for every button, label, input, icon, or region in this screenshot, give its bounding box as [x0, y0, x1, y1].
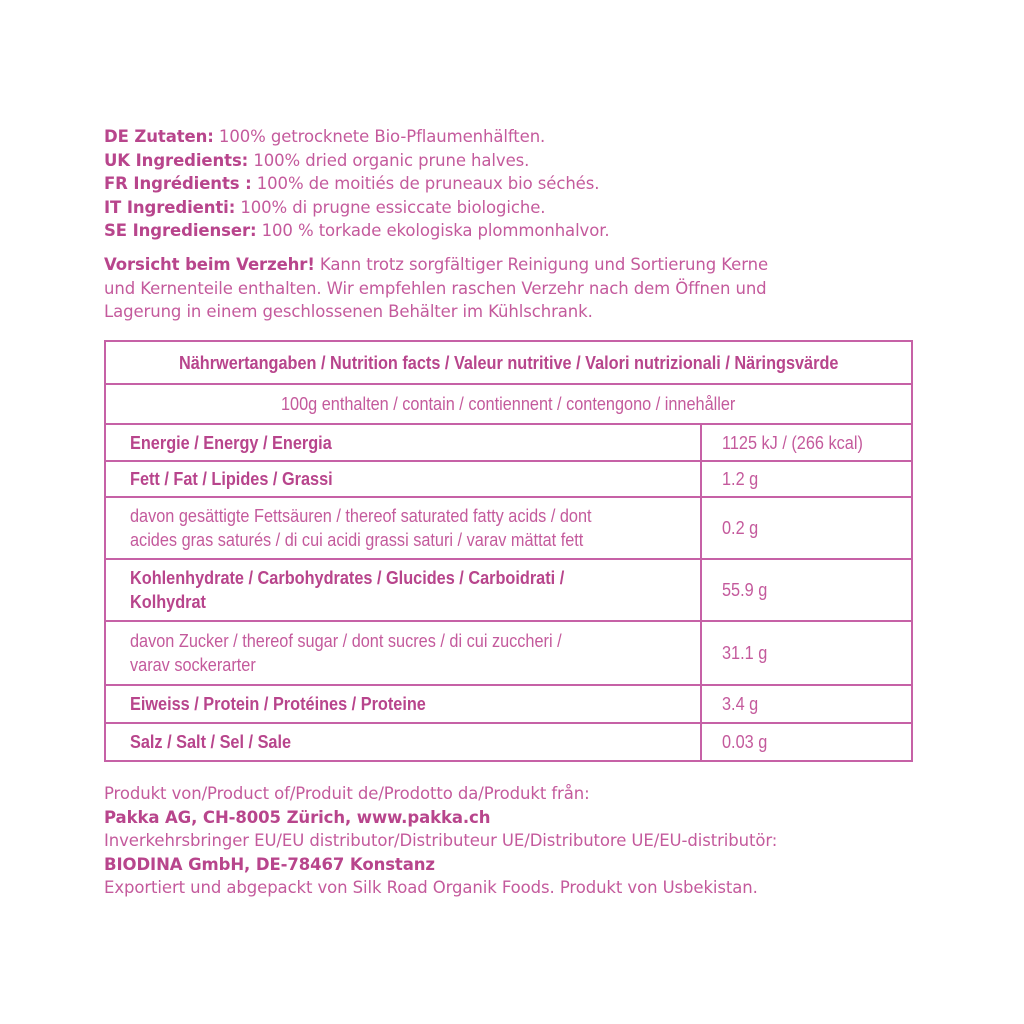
table-row-salt: Salz / Salt / Sel / Sale 0.03 g — [106, 724, 911, 760]
table-row-carbohydrates: Kohlenhydrate / Carbohydrates / Glucides / Carboidrati / Kolhydrat 55.9 g — [106, 560, 911, 622]
product-of-label: Produkt von/Product of/Produit de/Prodotto da/Produkt från: — [104, 784, 590, 803]
table-row-saturated: davon gesättigte Fettsäuren / thereof saturated fatty acids / dont acides gras saturés / di cui acidi grassi saturi / varav mättat fett 0.2 g — [106, 498, 911, 560]
warning-line: Vorsicht beim Verzehr! Kann trotz sorgfältiger Reinigung und Sortierung Kerne — [104, 255, 769, 274]
nutrition-value: 1.2 g — [722, 468, 759, 489]
table-row-sugar: davon Zucker / thereof sugar / dont sucres / di cui zuccheri / varav sockerarter 31.1 g — [106, 622, 911, 686]
nutrition-table — [104, 340, 913, 762]
table-row-fat: Fett / Fat / Lipides / Grassi 1.2 g — [106, 462, 911, 498]
distributor-label: Inverkehrsbringer EU/EU distributor/Distributeur UE/Distributore UE/EU-distributör: — [104, 831, 778, 850]
warning-line: und Kernenteile enthalten. Wir empfehlen raschen Verzehr nach dem Öffnen und — [104, 278, 767, 298]
nutrition-value: 1125 kJ / (266 kcal) — [722, 431, 863, 453]
warning-line: Lagerung in einem geschlossenen Behälter im Kühlschrank. — [104, 302, 593, 321]
nutrition-value: 0.03 g — [722, 731, 768, 752]
distributor: BIODINA GmbH, DE-78467 Konstanz — [104, 854, 435, 874]
table-row-energy: Energie / Energy / Energia 1125 kJ / (266 kcal) — [106, 425, 911, 462]
nutrition-value: 3.4 g — [722, 693, 759, 714]
nutrition-per-row — [106, 385, 911, 425]
ingredients-se: SE Ingredienser: 100 % torkade ekologiska plommonhalvor. — [104, 221, 610, 240]
footer-section — [104, 782, 777, 900]
nutrition-per: 100g enthalten / contain / contiennent / contengono / innehåller — [281, 393, 736, 414]
nutrition-value: 55.9 g — [722, 579, 768, 600]
warning-section — [104, 253, 768, 324]
nutrition-title-row — [106, 342, 911, 385]
ingredients-section — [104, 125, 610, 243]
nutrition-title: Nährwertangaben / Nutrition facts / Valeur nutritive / Valori nutrizionali / Näringsvärde — [178, 351, 839, 373]
ingredients-it: IT Ingredienti: 100% di prugne essiccate biologiche. — [104, 197, 546, 217]
producer: Pakka AG, CH-8005 Zürich, www.pakka.ch — [104, 807, 491, 827]
nutrition-value: 0.2 g — [722, 517, 759, 538]
export-note: Exportiert und abgepackt von Silk Road Organik Foods. Produkt von Usbekistan. — [104, 878, 758, 897]
nutrition-value: 31.1 g — [722, 642, 768, 663]
ingredients-de: DE Zutaten: 100% getrocknete Bio-Pflaumenhälften. — [104, 127, 546, 146]
table-row-protein: Eiweiss / Protein / Protéines / Proteine 3.4 g — [106, 686, 911, 724]
ingredients-fr: FR Ingrédients : 100% de moitiés de pruneaux bio séchés. — [104, 174, 600, 193]
ingredients-uk: UK Ingredients: 100% dried organic prune halves. — [104, 150, 530, 170]
